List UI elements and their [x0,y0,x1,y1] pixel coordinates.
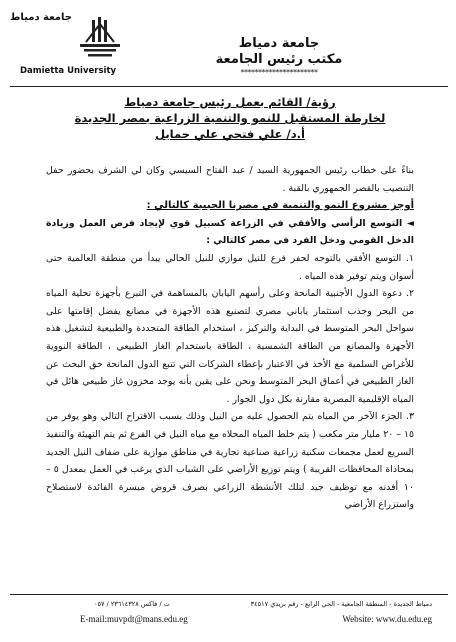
item-2-paragraph: ٢. دعوة الدول الأجنبية المانحة وعلى رأسهم اليابان بالمساهمة في التبرع بأجهزة تحلية المياه من البحر وجذب استثمار ياباني مصري لتصنيع هذه الأجهزة في مصانع يفضل إقامتها على سواحل البحر المتوسط في البداية والتركيز ، استخدام الطاقة المتجددة والطبيعية لتشغيل هذه الأجهزة والمصانع من الطاقة الشمسية ، الطاقة باستخدام الغاز الطبيعي ، الطاقة النووية للأغراض السلمية مع الأخذ في الاعتبار بإعطاء الشركات التي تتبع الدول المانحة حق البحث عن الغاز الطبيعي في أعماق البحر المتوسط ونحن على يقين بأنه يوجد مخزون غاز طبيعي هائل في المياه الإقليمية المصرية مقارنة بكل دول الجوار . [46,288,414,405]
sub-heading: أوجز مشروع النمو والتنمية في مصرنا الحبيبة كالتالي : [146,200,414,212]
office-name: مكتب رئيس الجامعة [215,52,343,67]
bullet-text: التوسع الرأسي والأفقي في الزراعة كسبيل قوي لإيجاد فرص العمل وزيادة الدخل القومي ودخل الفرد في مصر كالتالي : [46,217,414,247]
footer-phone: ت / فاكس ٢٣٦١٤٣٢٨ / ٠٥٧ [94,600,170,608]
title-line-1: رؤية/ القائم بعمل رئيس جامعة دمياط [124,95,336,109]
university-emblem-icon [78,14,122,60]
title-line-2: لخارطة المستقبل للنمو والتنمية الزراعية بمصر الجديدة [74,111,386,125]
footer-email[interactable]: E-mail:muvpdt@mans.edu.eg [80,614,188,624]
document-titles [40,94,420,142]
item-1-paragraph: ١. التوسع الأفقي بالتوجه لحفر فرع للنيل موازي للنيل الحالي يبدأ من منطقة العالمية حتى أسوان ويتم توفير هذه المياه . [46,252,414,282]
header-divider [10,86,448,87]
office-header [194,36,364,78]
bullet-paragraph: ◄ التوسع الرأسي والأفقي في الزراعة كسبيل قوي لإيجاد فرص العمل وزيادة الدخل القومي ودخل الفرد في مصر كالتالي : [46,217,414,247]
footer-address: دمياط الجديدة - المنطقة الجامعية - الحي الرابع - رقم بريدي ٣٤٥١٧ [250,600,432,608]
footer-website[interactable]: Website: www.du.edu.eg [342,614,432,624]
document-body [46,162,414,514]
university-name: جامعة دمياط [238,36,320,51]
university-logo [8,10,128,78]
intro-paragraph: بناءً على خطاب رئيس الجمهورية السيد / عبد الفتاح السيسي وكان لي الشرف بحضور حفل التنصيب بالقصر الجمهوري بالقبة . [46,165,414,194]
footer-divider [10,594,448,595]
logo-english-text: Damietta University [19,66,117,76]
header-star-divider: ********************** [240,68,318,77]
title-line-3: أ.د/ علي فتحي علي حمايل [155,127,305,141]
logo-arabic-text: جامعة دمياط [10,12,72,23]
item-3-paragraph: ٣. الجزء الآخر من المياه يتم الحصول عليه من النيل وذلك بسبب الاقتراح التالي وهو يوفر من ١٥ – ٢٠ مليار متر مكعب ( يتم خلط المياه المحلاه مع مياه النيل في الفرع ثم يتم التهيئة والتنفيذ السريع لعمل مجمعات سكنية زراعية صناعية تجارية في مناطق موازية على ضفاف النيل الجديد بمحاذاة المحافظات القريبة ) ويتم توزيع الأراضي على الشباب الذي يرغب في العمل بمعدل ٥ – ١٠ أفدنه مع توظيف جيد لتلك الأنشطة الزراعي بصرف قروض ميسرة الفائدة لاستصلاح واستزراع الأراضي [46,411,415,511]
